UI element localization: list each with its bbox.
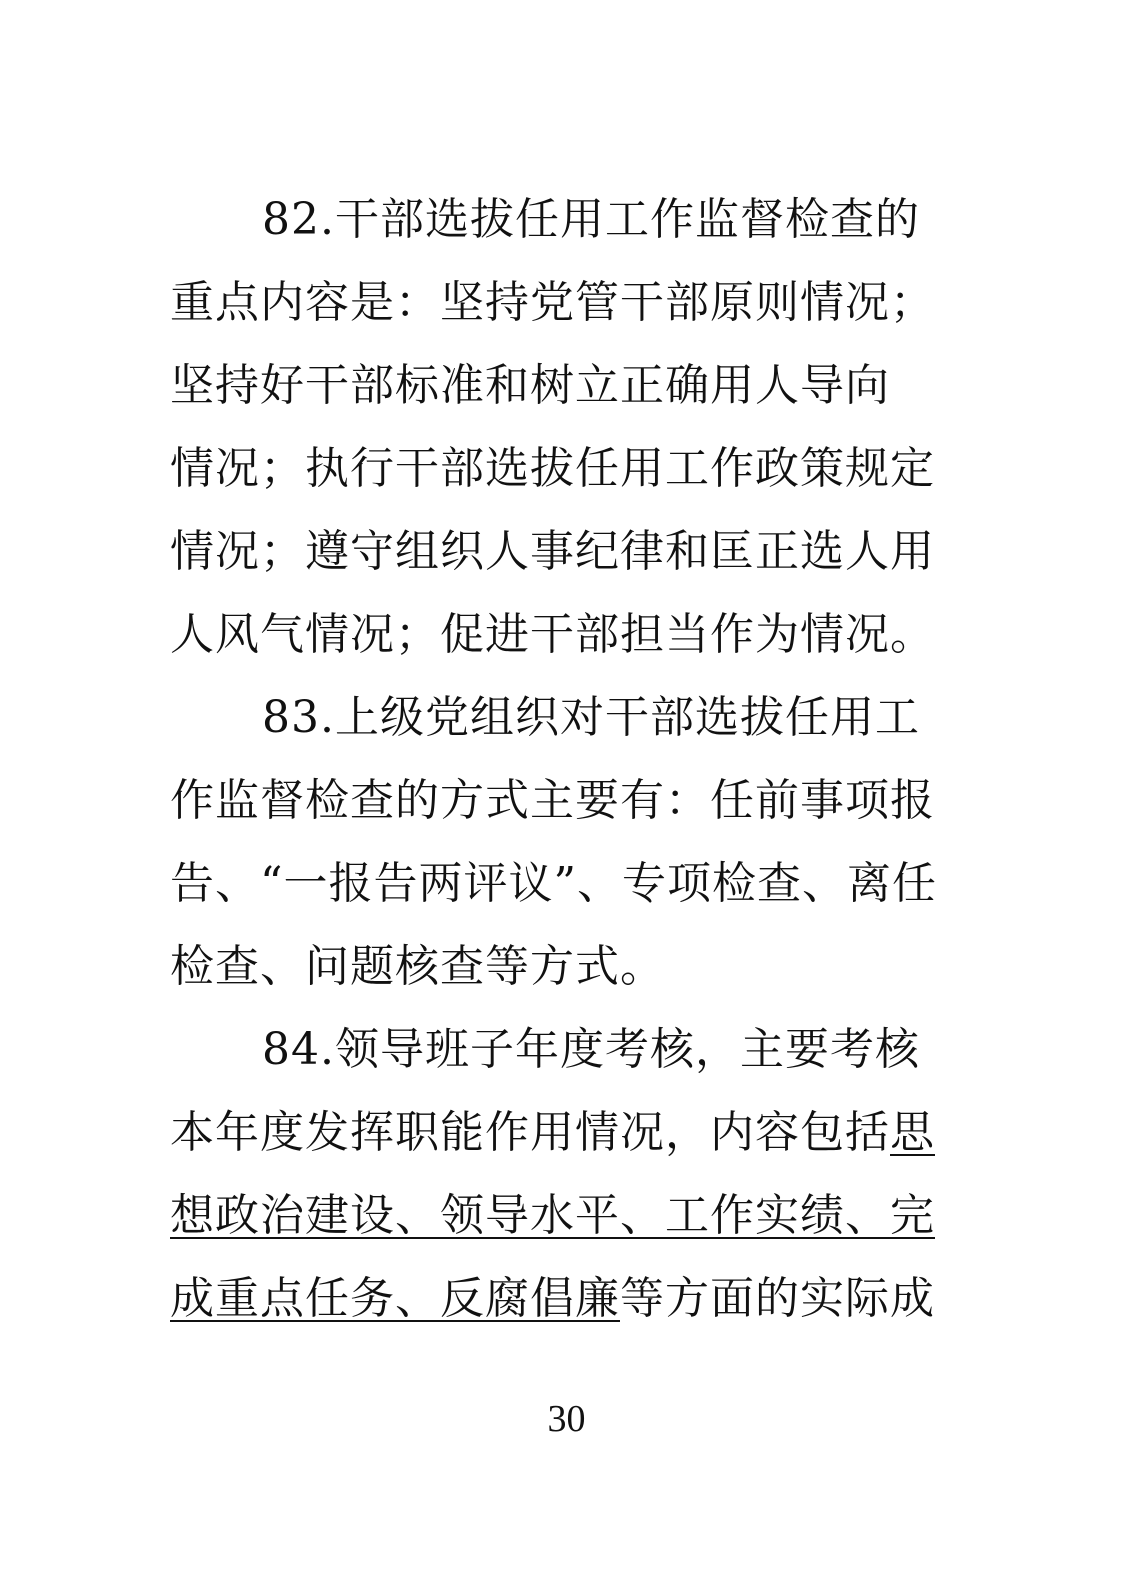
paragraph-83-line-4: 检查、问题核查等方式。 [170, 941, 665, 992]
paragraph-82-line-3: 坚持好干部标准和树立正确用人导向 [170, 360, 890, 411]
paragraph-84-line-2 [170, 1091, 960, 1174]
paragraph-83-line-3: 告、“一报告两评议”、专项检查、离任 [170, 858, 937, 909]
paragraph-82-line-4: 情况；执行干部选拔任用工作政策规定 [170, 443, 935, 494]
paragraph-84-line-3-underlined-text: 想政治建设、领导水平、工作实绩、完 [170, 1190, 935, 1241]
paragraph-83-line-2: 作监督检查的方式主要有：任前事项报 [170, 775, 935, 826]
paragraph-83-line-1: 83.上级党组织对干部选拔任用工 [262, 692, 920, 743]
page-number: 30 [547, 1398, 586, 1440]
paragraph-84-line-4-normal-text: 等方面的实际成 [620, 1273, 935, 1324]
document-body [170, 178, 960, 1340]
paragraph-84-line-1: 84.领导班子年度考核，主要考核 [262, 1024, 920, 1075]
paragraph-84-line-3 [170, 1174, 960, 1257]
paragraph-84-line-2-normal-text: 本年度发挥职能作用情况，内容包括 [170, 1107, 890, 1158]
paragraph-82-line-2: 重点内容是：坚持党管干部原则情况； [170, 277, 935, 328]
paragraph-82-line-1: 82.干部选拔任用工作监督检查的 [262, 194, 920, 245]
paragraph-84-line-2-underlined-text: 思 [890, 1107, 935, 1158]
paragraph-82-line-5: 情况；遵守组织人事纪律和匡正选人用 [170, 526, 935, 577]
paragraph-84-line-4 [170, 1257, 960, 1340]
paragraph-84-line-4-underlined-text: 成重点任务、反腐倡廉 [170, 1273, 620, 1324]
paragraph-82-line-6: 人风气情况；促进干部担当作为情况。 [170, 609, 935, 660]
